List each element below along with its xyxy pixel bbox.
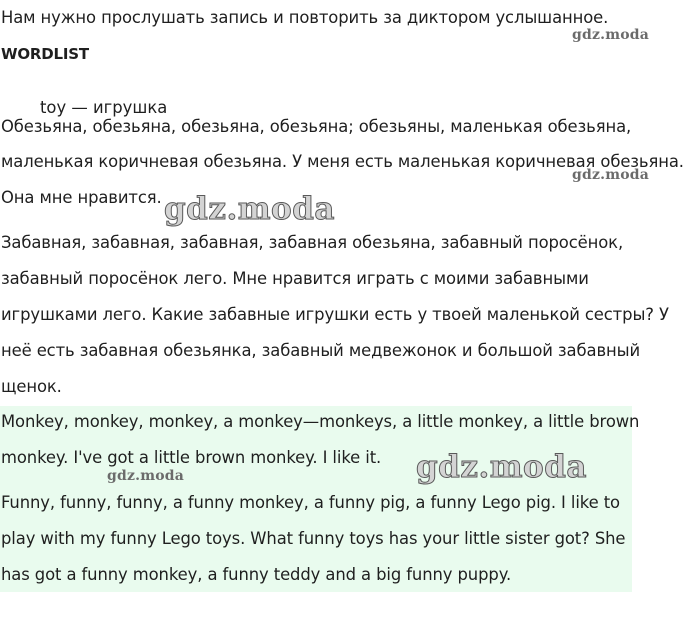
watermark-small: gdz.moda: [572, 27, 650, 43]
russian-line: Она мне нравится.: [1, 188, 162, 207]
russian-line: Забавная, забавная, забавная, забавная обезьяна, забавный поросёнок,: [1, 233, 624, 252]
english-line: Monkey, monkey, monkey, a monkey—monkeys, a little monkey, a little brown: [1, 412, 640, 431]
english-line: play with my funny Lego toys. What funny toys has your little sister got? She: [1, 529, 626, 548]
watermark-small: gdz.moda: [107, 468, 185, 484]
russian-line: игрушками лего. Какие забавные игрушки есть у твоей маленькой сестры? У: [1, 305, 669, 324]
wordlist-heading: WORDLIST: [1, 45, 89, 63]
watermark-small: gdz.moda: [572, 167, 650, 183]
partial-line-text: toy — игрушка: [40, 98, 168, 117]
watermark-large: gdz.moda: [416, 449, 587, 485]
russian-line: щенок.: [1, 377, 62, 396]
russian-line: маленькая коричневая обезьяна. У меня есть маленькая коричневая обезьяна.: [1, 152, 684, 171]
english-line: Funny, funny, funny, a funny monkey, a funny pig, a funny Lego pig. I like to: [1, 493, 620, 512]
russian-line: Обезьяна, обезьяна, обезьяна, обезьяна; обезьяны, маленькая обезьяна,: [1, 117, 632, 136]
russian-line: неё есть забавная обезьянка, забавный медвежонок и большой забавный: [1, 341, 641, 360]
intro-text: Нам нужно прослушать запись и повторить за диктором услышанное.: [1, 8, 609, 27]
english-line: has got a funny monkey, a funny teddy and a big funny puppy.: [1, 565, 512, 584]
watermark-large: gdz.moda: [164, 191, 335, 227]
partial-line: [0, 98, 360, 117]
russian-line: забавный поросёнок лего. Мне нравится играть с моими забавными: [1, 269, 589, 288]
english-line: monkey. I've got a little brown monkey. I like it.: [1, 448, 382, 467]
